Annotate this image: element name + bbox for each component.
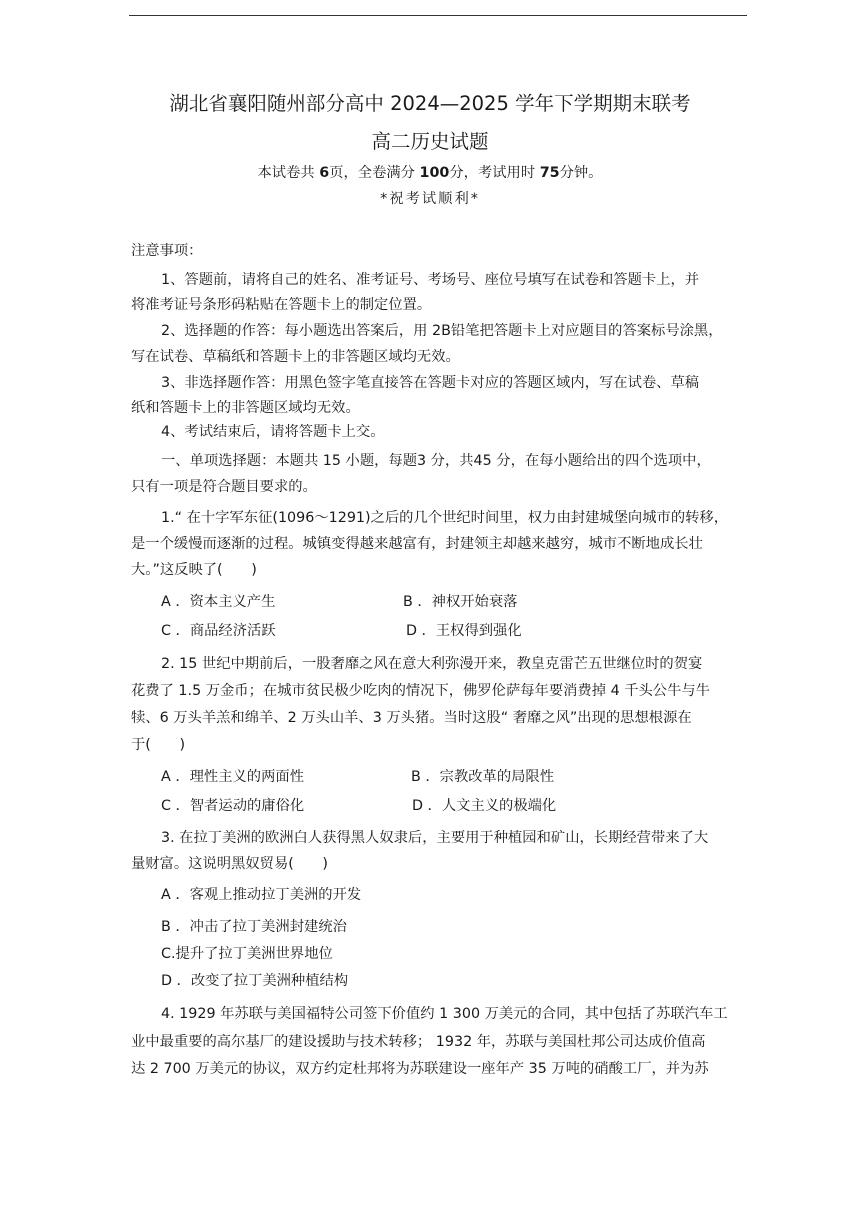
- section-heading-cont: 只有一项是符合题目要求的。: [131, 479, 317, 495]
- question-2-stem: 犊、6 万头羊羔和绵羊、2 万头山羊、3 万头猪。当时这股“ 奢靡之风”出现的思想根源在: [131, 710, 692, 726]
- question-4-stem: 达 2 700 万美元的协议，双方约定杜邦将为苏联建设一座年产 35 万吨的硝酸工厂，并为苏: [131, 1061, 709, 1077]
- exam-title-line2: 高二历史试题: [371, 130, 489, 153]
- exam-title-line1: 湖北省襄阳随州部分高中 2024—2025 学年下学期期末联考: [169, 92, 691, 115]
- notice-line: 2、选择题的作答：每小题选出答案后，用 2B铅笔把答题卡上对应题目的答案标号涂黑，: [161, 323, 723, 339]
- exam-info-text: 分钟。: [559, 165, 603, 181]
- question-1-option-d: D ．王权得到强化: [406, 623, 522, 639]
- question-3-option-b: B ．冲击了拉丁美洲封建统治: [161, 919, 347, 935]
- good-luck-text: *祝考试顺利*: [380, 191, 480, 207]
- question-3-option-d: D ．改变了拉丁美洲种植结构: [161, 973, 349, 989]
- exam-info: [0, 162, 860, 182]
- section-heading: 一、单项选择题：本题共 15 小题，每题3 分，共45 分，在每小题给出的四个选项中，: [161, 453, 711, 469]
- question-2-option-c: C ．智者运动的庸俗化: [161, 798, 305, 814]
- notice-line: 纸和答题卡上的非答题区域均无效。: [131, 400, 360, 416]
- question-2-stem: 于( ): [131, 737, 186, 753]
- question-4-stem: 业中最重要的高尔基厂的建设援助与技术转移； 1932 年，苏联与美国杜邦公司达成价值高: [131, 1034, 706, 1050]
- question-3-stem: 量财富。这说明黑奴贸易( ): [131, 856, 329, 872]
- question-1-stem: 1.“ 在十字军东征(1096～1291)之后的几个世纪时间里，权力由封建城堡向城市的转移，: [161, 510, 729, 526]
- exam-info-text: 页，全卷满分: [329, 165, 420, 181]
- header-rule: [129, 15, 747, 16]
- notice-line: 4、考试结束后，请将答题卡上交。: [161, 424, 385, 440]
- question-1-option-c: C ．商品经济活跃: [161, 623, 276, 639]
- question-2-option-b: B ．宗教改革的局限性: [411, 769, 555, 785]
- notice-line: 写在试卷、草稿纸和答题卡上的非答题区域均无效。: [131, 349, 460, 365]
- question-2-stem: 2. 15 世纪中期前后，一股奢靡之风在意大利弥漫开来，教皇克雷芒五世继位时的贺宴: [161, 656, 703, 672]
- question-1-option-a: A ．资本主义产生: [161, 594, 276, 610]
- notice-line: 1、答题前，请将自己的姓名、准考证号、考场号、座位号填写在试卷和答题卡上，并: [161, 272, 700, 288]
- exam-info-text: 分，考试用时: [449, 165, 540, 181]
- exam-duration: 75: [539, 165, 560, 181]
- question-1-stem: 是一个缓慢而逐渐的过程。城镇变得越来越富有，封建领主却越来越穷，城市不断地成长壮: [131, 536, 703, 552]
- question-3-option-c: C.提升了拉丁美洲世界地位: [161, 946, 333, 962]
- total-score: 100: [419, 165, 450, 181]
- page-count: 6: [319, 165, 330, 181]
- notice-line: 3、非选择题作答：用黑色签字笔直接答在答题卡对应的答题区域内，写在试卷、草稿: [161, 375, 700, 391]
- question-2-option-a: A ．理性主义的两面性: [161, 769, 304, 785]
- notice-heading: 注意事项：: [131, 243, 203, 259]
- exam-info-text: 本试卷共: [257, 165, 320, 181]
- question-1-option-b: B ．神权开始衰落: [403, 594, 518, 610]
- question-4-stem: 4. 1929 年苏联与美国福特公司签下价值约 1 300 万美元的合同，其中包括了苏联汽车工: [161, 1006, 728, 1022]
- question-2-stem: 花费了 1.5 万金币；在城市贫民极少吃肉的情况下，佛罗伦萨每年要消费掉 4 千头公牛与牛: [131, 683, 710, 699]
- question-1-stem: 大。”这反映了( ): [131, 562, 257, 578]
- notice-line: 将准考证号条形码粘贴在答题卡上的制定位置。: [131, 297, 432, 313]
- question-2-option-d: D ．人文主义的极端化: [412, 798, 557, 814]
- question-3-stem: 3. 在拉丁美洲的欧洲白人获得黑人奴隶后，主要用于种植园和矿山，长期经营带来了大: [161, 830, 709, 846]
- question-3-option-a: A ．客观上推动拉丁美洲的开发: [161, 887, 362, 903]
